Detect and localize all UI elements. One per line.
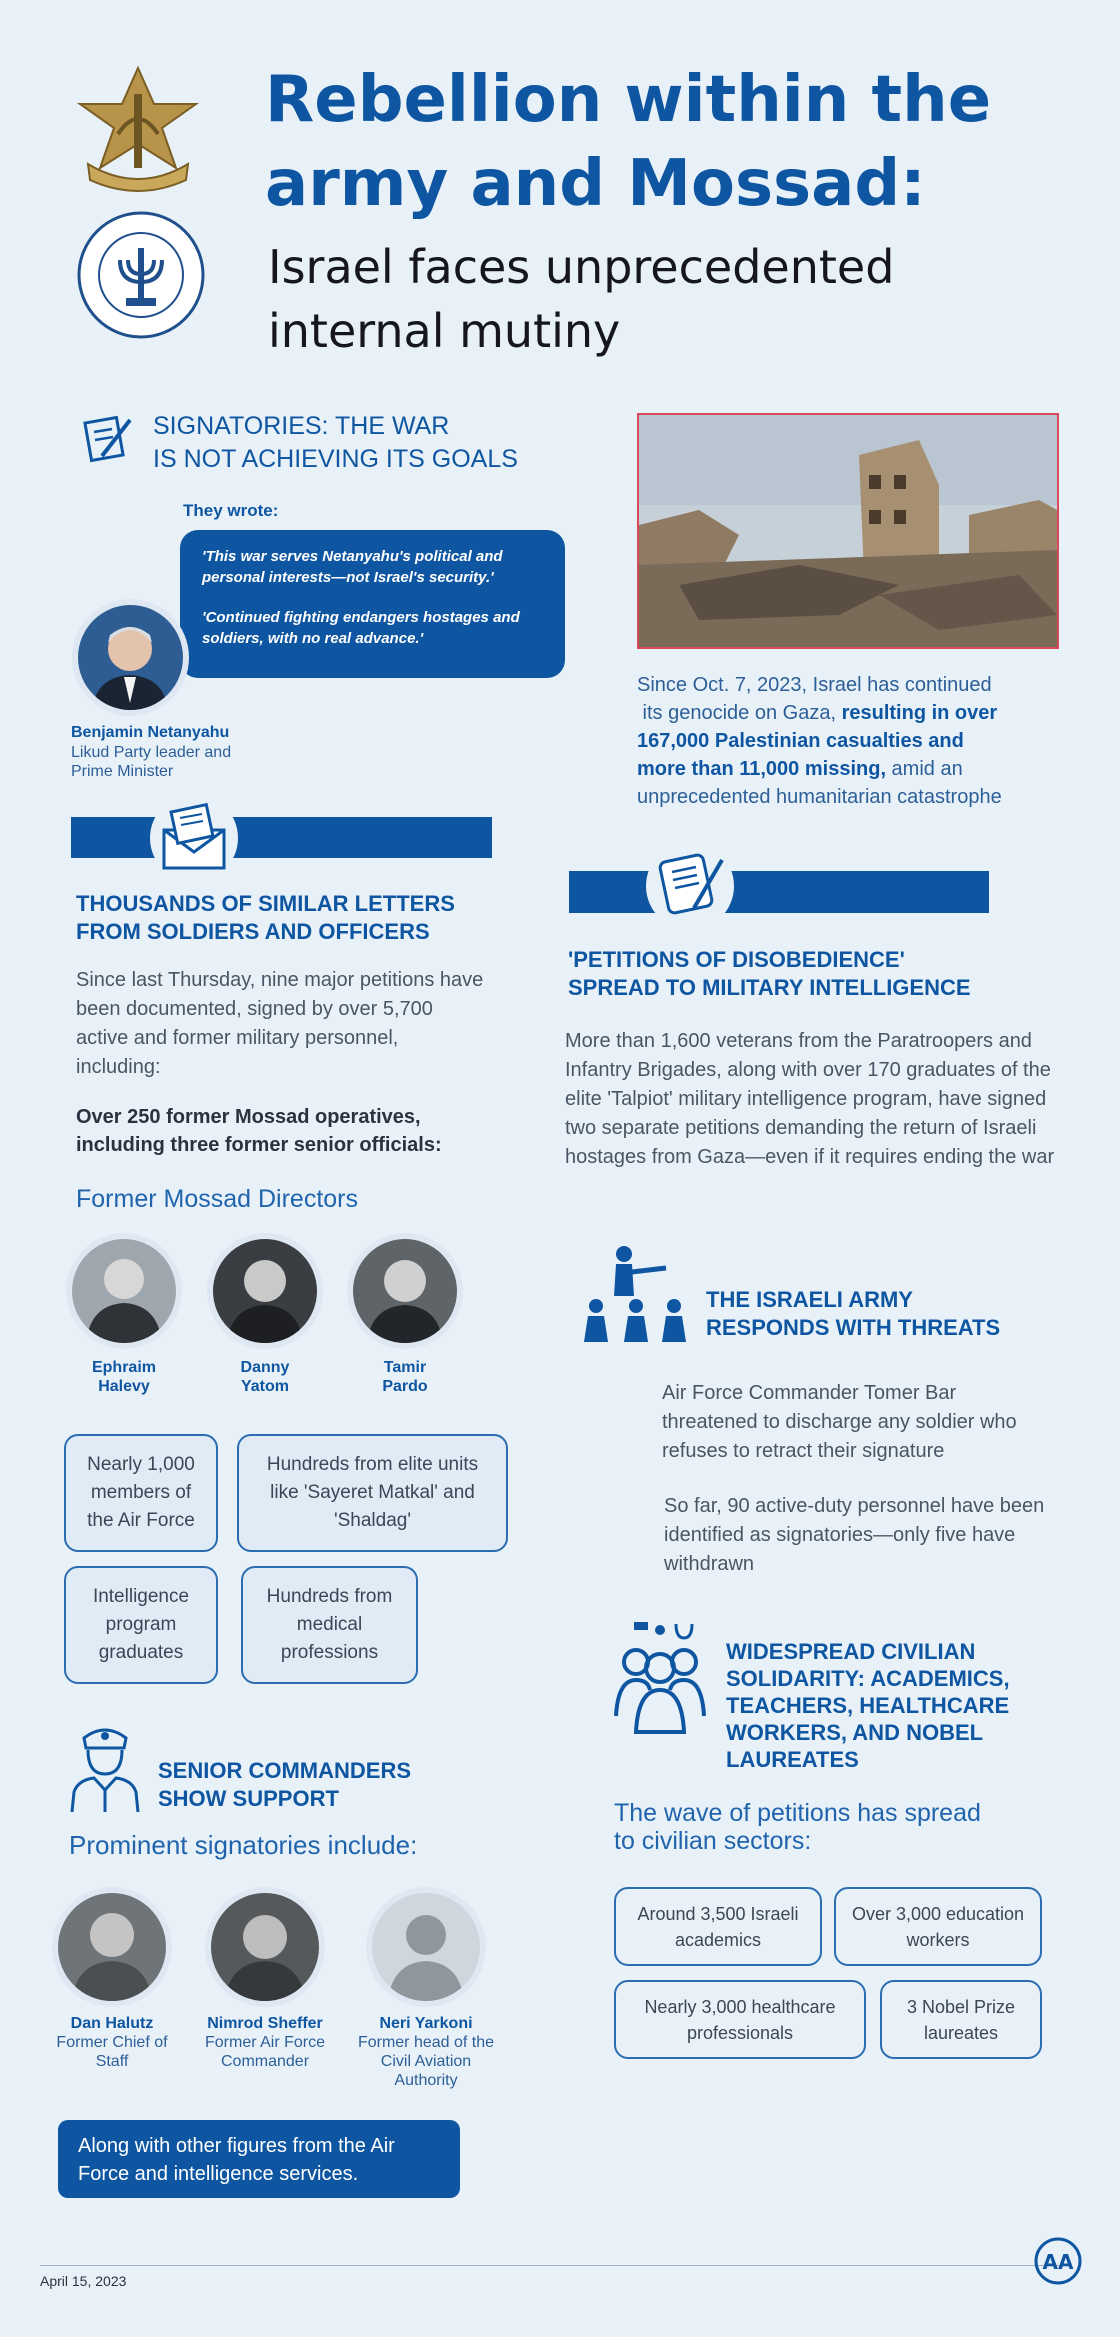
director-photo-pardo (353, 1239, 457, 1343)
gaza-line-5: unprecedented humanitarian catastrophe (637, 786, 1002, 808)
commander-name-sheffer: Nimrod Sheffer (207, 2015, 323, 2032)
civilian-heading-line-4: WORKERS, AND NOBEL (726, 1720, 984, 1745)
title-line-1: Rebellion within the (265, 63, 992, 137)
document-pen-icon (82, 412, 134, 464)
netanyahu-photo (78, 605, 183, 710)
gaza-line-1: Since Oct. 7, 2023, Israel has continued (637, 674, 992, 696)
quote-1: 'This war serves Netanyahu's political and personal interests—not Israel's security.' (202, 548, 503, 586)
commander-name-halutz: Dan Halutz (70, 2015, 154, 2032)
subtitle-line-1: Israel faces unprecedented (268, 240, 895, 294)
card-intelligence-graduates: Intelligence program graduates (64, 1566, 218, 1684)
idf-emblem-icon (68, 64, 208, 199)
commander-name-yarkoni: Neri Yarkoni (379, 2015, 473, 2032)
commanders-heading (158, 1757, 488, 1813)
director-photo-yatom (213, 1239, 317, 1343)
anadolu-logo-text: AA (1042, 2250, 1074, 2274)
threats-heading-line-1: THE ISRAELI ARMY (706, 1287, 913, 1312)
director-first-name: Danny (240, 1359, 290, 1376)
commanders-heading-line-1: SENIOR COMMANDERS (158, 1758, 412, 1783)
they-wrote-label: They wrote: (183, 501, 279, 520)
gaza-line-3-bold: 167,000 Palestinian casualties and (637, 730, 964, 752)
mossad-operatives-line-1: Over 250 former Mossad operatives, (76, 1106, 421, 1128)
commanders-heading-line-2: SHOW SUPPORT (158, 1786, 339, 1811)
mossad-seal-icon (76, 210, 206, 340)
gaza-text (637, 671, 1077, 811)
title-line-2: army and Mossad: (265, 147, 926, 221)
gaza-destruction-photo (637, 413, 1059, 649)
netanyahu-role-line-2: Prime Minister (71, 763, 174, 780)
director-last-name: Pardo (382, 1378, 428, 1395)
scroll-document-icon (642, 838, 738, 934)
commander-role-halutz: Former Chief of Staff (56, 2034, 168, 2070)
quote-2: 'Continued fighting endangers hostages and soldiers, with no real advance.' (202, 609, 520, 647)
director-name-yatom (205, 1358, 325, 1396)
netanyahu-name: Benjamin Netanyahu (71, 724, 230, 741)
gaza-line-2: its genocide on Gaza, (637, 702, 842, 724)
director-first-name: Ephraim (91, 1359, 156, 1376)
netanyahu-role-line-1: Likud Party leader and (71, 744, 232, 761)
signatories-heading-line-2: IS NOT ACHIEVING ITS GOALS (153, 445, 518, 473)
threats-para-2: So far, 90 active-duty personnel have been identified as signatories—only five have withdrawn (664, 1495, 1045, 1575)
letters-body: Since last Thursday, nine major petitions have been documented, signed by over 5,700 active and former military personnel, including: (76, 969, 484, 1078)
director-last-name: Yatom (240, 1378, 289, 1395)
card-healthcare: Nearly 3,000 healthcare professionals (614, 1980, 866, 2059)
commander-photo-yarkoni (372, 1893, 480, 2001)
threats-heading-line-2: RESPONDS WITH THREATS (706, 1315, 1001, 1340)
signatories-heading-line-1: SIGNATORIES: THE WAR (153, 412, 450, 440)
card-nobel-laureates: 3 Nobel Prize laureates (880, 1980, 1042, 2059)
commander-photo-halutz (58, 1893, 166, 2001)
letters-heading (76, 890, 496, 946)
director-photo-halevy (72, 1239, 176, 1343)
petitions-banner (569, 871, 989, 913)
director-name-pardo (345, 1358, 465, 1396)
civilian-heading-line-5: LAUREATES (726, 1747, 859, 1772)
civilian-heading-line-2: SOLIDARITY: ACADEMICS, (726, 1666, 1010, 1691)
civilian-wave-text (614, 1799, 1074, 1855)
civilian-wave-line-1: The wave of petitions has spread (614, 1799, 981, 1827)
mossad-operatives-text (76, 1103, 516, 1159)
commander-role-sheffer: Former Air Force Commander (204, 2034, 325, 2070)
director-first-name: Tamir (383, 1359, 427, 1376)
officer-icon (68, 1722, 142, 1812)
petitions-heading-line-2: SPREAD TO MILITARY INTELLIGENCE (568, 975, 971, 1000)
directors-title: Former Mossad Directors (76, 1185, 358, 1213)
anadolu-logo-icon (1034, 2237, 1082, 2285)
footer-date: April 15, 2023 (40, 2273, 127, 2289)
civilian-heading-line-1: WIDESPREAD CIVILIAN (726, 1639, 976, 1664)
commander-photo-sheffer (211, 1893, 319, 2001)
quote-bubble (180, 530, 565, 678)
soldiers-icon (580, 1244, 692, 1344)
letters-heading-line-1: THOUSANDS OF SIMILAR LETTERS (76, 891, 455, 916)
threats-para-1: Air Force Commander Tomer Bar threatened to discharge any soldier who refuses to retract their signature (662, 1382, 1017, 1462)
civilians-group-icon (614, 1620, 706, 1738)
director-last-name: Halevy (98, 1378, 150, 1395)
gaza-line-4: amid an (886, 758, 963, 780)
page-subtitle (268, 235, 1028, 363)
footer-divider (40, 2265, 1064, 2266)
signatories-heading (153, 410, 573, 476)
civilian-heading (726, 1638, 1056, 1773)
director-name-halevy (64, 1358, 184, 1396)
subtitle-line-2: internal mutiny (268, 304, 621, 358)
other-figures-callout: Along with other figures from the Air Force and intelligence services. (58, 2120, 460, 2198)
card-education-workers: Over 3,000 education workers (834, 1887, 1042, 1966)
gaza-line-4-bold: more than 11,000 missing, (637, 758, 886, 780)
petitions-heading-line-1: 'PETITIONS OF DISOBEDIENCE' (568, 947, 905, 972)
card-air-force: Nearly 1,000 members of the Air Force (64, 1434, 218, 1552)
civilian-heading-line-3: TEACHERS, HEALTHCARE (726, 1693, 1010, 1718)
card-academics: Around 3,500 Israeli academics (614, 1887, 822, 1966)
civilian-wave-line-2: to civilian sectors: (614, 1827, 812, 1855)
page-title (265, 58, 1085, 226)
envelope-icon (146, 790, 242, 886)
letters-heading-line-2: FROM SOLDIERS AND OFFICERS (76, 919, 430, 944)
netanyahu-role (71, 743, 231, 781)
card-medical-professions: Hundreds from medical professions (241, 1566, 418, 1684)
card-elite-units: Hundreds from elite units like 'Sayeret Matkal' and 'Shaldag' (237, 1434, 508, 1552)
prominent-signatories-label: Prominent signatories include: (69, 1830, 418, 1860)
threats-heading (706, 1286, 1036, 1342)
mossad-operatives-line-2: including three former senior officials: (76, 1134, 442, 1156)
commander-role-yarkoni: Former head of the Civil Aviation Authority (357, 2034, 495, 2089)
petitions-body: More than 1,600 veterans from the Paratroopers and Infantry Brigades, along with over 170 graduates of the elite 'Talpiot' military intelligence program, have signed two separate petitions demanding the return of Israeli hostages from Gaza—even if it requires ending the war (565, 1030, 1055, 1168)
gaza-line-2-bold: resulting in over (841, 702, 998, 724)
letters-banner (71, 817, 492, 858)
petitions-heading (568, 946, 1028, 1002)
